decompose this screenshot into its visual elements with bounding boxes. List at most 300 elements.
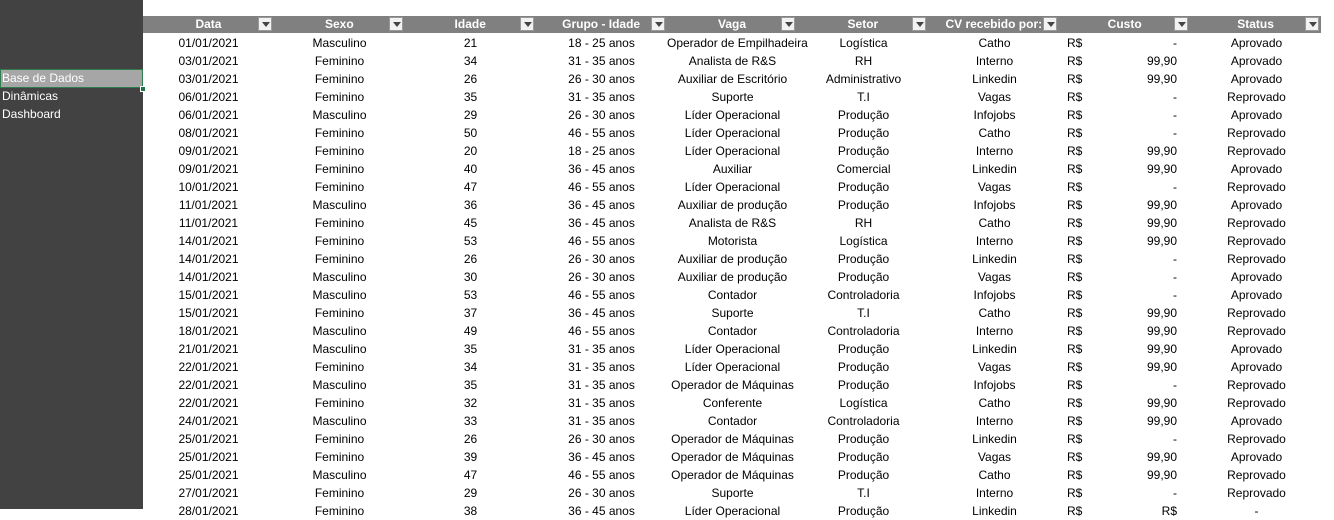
cell-status[interactable]: Reprovado bbox=[1227, 180, 1286, 194]
cell-date[interactable]: 25/01/2021 bbox=[178, 450, 239, 464]
currency-symbol: R$ bbox=[1067, 378, 1083, 392]
cell-cv-source[interactable]: Linkedin bbox=[972, 252, 1017, 266]
cell-age-group[interactable]: 26 - 30 anos bbox=[568, 252, 635, 266]
cell-job[interactable]: Líder Operacional bbox=[684, 144, 781, 158]
cell-sector[interactable]: Logística bbox=[839, 36, 888, 50]
cell-age-group[interactable]: 46 - 55 anos bbox=[568, 324, 635, 338]
cell-job[interactable]: Auxiliar de Escritório bbox=[677, 72, 788, 86]
cell-date[interactable]: 03/01/2021 bbox=[178, 72, 239, 86]
cell-age-group[interactable]: 18 - 25 anos bbox=[568, 144, 635, 158]
currency-symbol: R$ bbox=[1067, 486, 1083, 500]
cell-date[interactable]: 03/01/2021 bbox=[178, 54, 239, 68]
cell-age-group[interactable]: 31 - 35 anos bbox=[568, 90, 635, 104]
cell-sector[interactable]: Produção bbox=[837, 378, 890, 392]
cell-status[interactable]: Aprovado bbox=[1230, 198, 1283, 212]
cell-date[interactable]: 08/01/2021 bbox=[178, 126, 239, 140]
table-row bbox=[143, 142, 1334, 160]
cell-status[interactable]: Reprovado bbox=[1227, 90, 1286, 104]
cell-cost[interactable] bbox=[1060, 52, 1191, 70]
cell-cost[interactable] bbox=[1060, 178, 1191, 196]
cell-age[interactable]: 33 bbox=[463, 414, 478, 428]
cell-date[interactable]: 10/01/2021 bbox=[178, 180, 239, 194]
filter-dropdown-icon[interactable] bbox=[389, 17, 403, 31]
cell-age[interactable]: 53 bbox=[463, 234, 478, 248]
cell-sector[interactable]: Produção bbox=[837, 180, 890, 194]
cell-sector[interactable]: Produção bbox=[837, 144, 890, 158]
cell-job[interactable]: Líder Operacional bbox=[684, 108, 781, 122]
cell-cv-source[interactable]: Linkedin bbox=[972, 342, 1017, 356]
cell-cost[interactable] bbox=[1060, 430, 1191, 448]
table-row bbox=[143, 196, 1334, 214]
cell-date[interactable]: 14/01/2021 bbox=[178, 252, 239, 266]
cell-cost[interactable] bbox=[1060, 394, 1191, 412]
cell-date[interactable]: 25/01/2021 bbox=[178, 468, 239, 482]
cell-cv-source[interactable]: Interno bbox=[975, 54, 1014, 68]
cell-date[interactable]: 24/01/2021 bbox=[178, 414, 239, 428]
cell-age-group[interactable]: 26 - 30 anos bbox=[568, 432, 635, 446]
cell-job[interactable]: Auxiliar de produção bbox=[677, 270, 788, 284]
cell-job[interactable]: Líder Operacional bbox=[684, 180, 781, 194]
cell-cv-source[interactable]: Vagas bbox=[977, 180, 1012, 194]
cell-sector[interactable]: Controladoria bbox=[827, 324, 900, 338]
cell-cv-source[interactable]: Catho bbox=[978, 468, 1011, 482]
cell-sex[interactable]: Masculino bbox=[312, 270, 367, 284]
cell-cost[interactable] bbox=[1060, 160, 1191, 178]
cell-cv-source[interactable]: Linkedin bbox=[972, 504, 1017, 518]
filter-dropdown-icon[interactable] bbox=[1305, 17, 1319, 31]
cell-status[interactable]: Aprovado bbox=[1230, 414, 1283, 428]
cell-age-group[interactable]: 36 - 45 anos bbox=[568, 216, 635, 230]
header-date bbox=[143, 16, 274, 33]
cell-cost[interactable] bbox=[1060, 286, 1191, 304]
cell-age[interactable]: 47 bbox=[463, 468, 478, 482]
cell-cost[interactable] bbox=[1060, 322, 1191, 340]
cell-cost[interactable] bbox=[1060, 466, 1191, 484]
cost-value: 99,90 bbox=[1146, 468, 1177, 482]
cost-value: R$ bbox=[1161, 504, 1177, 518]
cell-status[interactable]: Reprovado bbox=[1227, 378, 1286, 392]
table-row bbox=[143, 52, 1334, 70]
cell-status[interactable]: Reprovado bbox=[1227, 126, 1286, 140]
cell-age[interactable]: 21 bbox=[463, 36, 478, 50]
cell-sex[interactable]: Feminino bbox=[314, 126, 365, 140]
cell-date[interactable]: 22/01/2021 bbox=[178, 396, 239, 410]
cell-age-group[interactable]: 46 - 55 anos bbox=[568, 468, 635, 482]
header-label: Status bbox=[1237, 17, 1274, 31]
cell-cost[interactable] bbox=[1060, 250, 1191, 268]
cell-job[interactable]: Contador bbox=[707, 324, 758, 338]
cell-age[interactable]: 32 bbox=[463, 396, 478, 410]
cell-job[interactable]: Contador bbox=[707, 288, 758, 302]
cell-cv-source[interactable]: Vagas bbox=[977, 360, 1012, 374]
cell-cv-source[interactable]: Interno bbox=[975, 324, 1014, 338]
cell-job[interactable]: Auxiliar bbox=[712, 162, 753, 176]
cell-age[interactable]: 29 bbox=[463, 486, 478, 500]
cell-status[interactable]: Reprovado bbox=[1227, 396, 1286, 410]
cell-sector[interactable]: Produção bbox=[837, 450, 890, 464]
cell-age-group[interactable]: 26 - 30 anos bbox=[568, 486, 635, 500]
cell-job[interactable]: Conferente bbox=[702, 396, 763, 410]
cell-date[interactable]: 14/01/2021 bbox=[178, 270, 239, 284]
cell-age-group[interactable]: 31 - 35 anos bbox=[568, 414, 635, 428]
sidebar-item-dashboard[interactable]: Dashboard bbox=[2, 107, 61, 121]
cost-value: 99,90 bbox=[1146, 450, 1177, 464]
cell-cv-source[interactable]: Infojobs bbox=[973, 288, 1016, 302]
cell-sector[interactable]: Produção bbox=[837, 198, 890, 212]
cell-date[interactable]: 21/01/2021 bbox=[178, 342, 239, 356]
cell-status[interactable]: Reprovado bbox=[1227, 306, 1286, 320]
cell-status[interactable]: Aprovado bbox=[1230, 360, 1283, 374]
currency-symbol: R$ bbox=[1067, 270, 1083, 284]
cell-sex[interactable]: Feminino bbox=[314, 486, 365, 500]
table-row bbox=[143, 412, 1334, 430]
cell-cost[interactable] bbox=[1060, 484, 1191, 502]
cell-cv-source[interactable]: Infojobs bbox=[973, 108, 1016, 122]
cell-job[interactable]: Suporte bbox=[711, 90, 754, 104]
cell-sex[interactable]: Masculino bbox=[312, 108, 367, 122]
cell-cost[interactable] bbox=[1060, 214, 1191, 232]
filter-dropdown-icon[interactable] bbox=[651, 17, 665, 31]
cell-job[interactable]: Líder Operacional bbox=[684, 342, 781, 356]
cell-cost[interactable] bbox=[1060, 340, 1191, 358]
cell-age[interactable]: 39 bbox=[463, 450, 478, 464]
cell-sex[interactable]: Masculino bbox=[312, 468, 367, 482]
cell-age[interactable]: 49 bbox=[463, 324, 478, 338]
cell-status[interactable]: Aprovado bbox=[1230, 342, 1283, 356]
table-row bbox=[143, 448, 1334, 466]
cell-status[interactable]: Aprovado bbox=[1230, 108, 1283, 122]
cell-date[interactable]: 22/01/2021 bbox=[178, 360, 239, 374]
cell-age-group[interactable]: 46 - 55 anos bbox=[568, 234, 635, 248]
cell-cv-source[interactable]: Infojobs bbox=[973, 198, 1016, 212]
table-row bbox=[143, 250, 1334, 268]
cell-job[interactable]: Analista de R&S bbox=[688, 54, 777, 68]
cell-job[interactable]: Operador de Máquinas bbox=[671, 378, 794, 392]
cell-sex[interactable]: Masculino bbox=[312, 36, 367, 50]
cell-cost[interactable] bbox=[1060, 376, 1191, 394]
sidebar-item-dinamicas[interactable]: Dinâmicas bbox=[2, 89, 59, 103]
cell-age[interactable]: 20 bbox=[463, 144, 478, 158]
cell-cv-source[interactable]: Interno bbox=[975, 234, 1014, 248]
cell-status[interactable]: Aprovado bbox=[1230, 270, 1283, 284]
cell-sex[interactable]: Masculino bbox=[312, 342, 367, 356]
cell-status[interactable]: Reprovado bbox=[1227, 432, 1286, 446]
cell-cost[interactable] bbox=[1060, 106, 1191, 124]
cell-cv-source[interactable]: Linkedin bbox=[972, 72, 1017, 86]
cell-sex[interactable]: Feminino bbox=[314, 252, 365, 266]
cell-age-group[interactable]: 46 - 55 anos bbox=[568, 180, 635, 194]
cell-age-group[interactable]: 31 - 35 anos bbox=[568, 342, 635, 356]
cell-age[interactable]: 35 bbox=[463, 378, 478, 392]
cell-sector[interactable]: T.I bbox=[857, 90, 870, 104]
cell-sex[interactable]: Feminino bbox=[314, 504, 365, 518]
cell-age[interactable]: 37 bbox=[463, 306, 478, 320]
currency-symbol: R$ bbox=[1067, 126, 1083, 140]
cost-value: - bbox=[1173, 378, 1177, 392]
cell-sex[interactable]: Feminino bbox=[314, 216, 365, 230]
cell-cv-source[interactable]: Linkedin bbox=[972, 162, 1017, 176]
cell-age-group[interactable]: 31 - 35 anos bbox=[568, 54, 635, 68]
cell-sex[interactable]: Masculino bbox=[312, 414, 367, 428]
header-sex bbox=[274, 16, 405, 33]
cell-job[interactable]: Líder Operacional bbox=[684, 504, 781, 518]
cell-sex[interactable]: Feminino bbox=[314, 180, 365, 194]
cell-job[interactable]: Motorista bbox=[707, 234, 758, 248]
cell-date[interactable]: 14/01/2021 bbox=[178, 234, 239, 248]
cell-cost[interactable] bbox=[1060, 358, 1191, 376]
cell-sector[interactable]: Produção bbox=[837, 432, 890, 446]
cell-sex[interactable]: Feminino bbox=[314, 396, 365, 410]
cell-job[interactable]: Suporte bbox=[711, 486, 754, 500]
table-row bbox=[143, 124, 1334, 142]
filter-dropdown-icon[interactable] bbox=[1043, 17, 1057, 31]
cell-sex[interactable]: Feminino bbox=[314, 234, 365, 248]
cell-age[interactable]: 36 bbox=[463, 198, 478, 212]
cell-status[interactable]: Reprovado bbox=[1227, 324, 1286, 338]
cell-sector[interactable]: Logística bbox=[839, 234, 888, 248]
cell-status[interactable]: Aprovado bbox=[1230, 72, 1283, 86]
cost-value: - bbox=[1173, 288, 1177, 302]
cell-job[interactable]: Operador de Máquinas bbox=[671, 432, 794, 446]
cell-cost[interactable] bbox=[1060, 268, 1191, 286]
cell-date[interactable]: 18/01/2021 bbox=[178, 324, 239, 338]
cell-sector[interactable]: Produção bbox=[837, 270, 890, 284]
cell-age-group[interactable]: 36 - 45 anos bbox=[568, 198, 635, 212]
cell-cv-source[interactable]: Linkedin bbox=[972, 432, 1017, 446]
cost-value: 99,90 bbox=[1146, 234, 1177, 248]
cell-job[interactable]: Líder Operacional bbox=[684, 126, 781, 140]
cell-cv-source[interactable]: Vagas bbox=[977, 90, 1012, 104]
table-header bbox=[143, 16, 1321, 33]
cell-sex[interactable]: Feminino bbox=[314, 360, 365, 374]
cell-cv-source[interactable]: Catho bbox=[978, 36, 1011, 50]
cell-age[interactable]: 26 bbox=[463, 252, 478, 266]
cell-sex[interactable]: Feminino bbox=[314, 72, 365, 86]
cell-age[interactable]: 35 bbox=[463, 90, 478, 104]
cell-age[interactable]: 34 bbox=[463, 54, 478, 68]
cell-job[interactable]: Analista de R&S bbox=[688, 216, 777, 230]
header-label: Custo bbox=[1107, 17, 1142, 31]
cell-age[interactable]: 38 bbox=[463, 504, 478, 518]
cell-cost[interactable] bbox=[1060, 196, 1191, 214]
cell-status[interactable]: Aprovado bbox=[1230, 36, 1283, 50]
cell-sector[interactable]: RH bbox=[854, 54, 873, 68]
cell-job[interactable]: Operador de Empilhadeira bbox=[667, 36, 808, 50]
cell-sex[interactable]: Masculino bbox=[312, 324, 367, 338]
cell-date[interactable]: 09/01/2021 bbox=[178, 162, 239, 176]
cost-value: 99,90 bbox=[1146, 198, 1177, 212]
cell-age-group[interactable]: 36 - 45 anos bbox=[568, 450, 635, 464]
cell-age[interactable]: 29 bbox=[463, 108, 478, 122]
cell-job[interactable]: Contador bbox=[707, 414, 758, 428]
cell-sex[interactable]: Feminino bbox=[314, 144, 365, 158]
cell-date[interactable]: 22/01/2021 bbox=[178, 378, 239, 392]
cost-value: 99,90 bbox=[1146, 324, 1177, 338]
cell-status[interactable]: Reprovado bbox=[1227, 234, 1286, 248]
cost-value: - bbox=[1173, 36, 1177, 50]
filter-dropdown-icon[interactable] bbox=[912, 17, 926, 31]
table-row bbox=[143, 430, 1334, 448]
cell-age[interactable]: 26 bbox=[463, 72, 478, 86]
cell-age-group[interactable]: 26 - 30 anos bbox=[568, 72, 635, 86]
cell-age-group[interactable]: 31 - 35 anos bbox=[568, 396, 635, 410]
cell-sector[interactable]: Logística bbox=[839, 396, 888, 410]
cell-age-group[interactable]: 26 - 30 anos bbox=[568, 108, 635, 122]
currency-symbol: R$ bbox=[1067, 450, 1083, 464]
cell-sector[interactable]: Produção bbox=[837, 504, 890, 518]
cell-cost[interactable] bbox=[1060, 448, 1191, 466]
cell-status[interactable]: Aprovado bbox=[1230, 288, 1283, 302]
table-row bbox=[143, 340, 1334, 358]
cell-cost[interactable] bbox=[1060, 124, 1191, 142]
cell-cv-source[interactable]: Catho bbox=[978, 396, 1011, 410]
cell-status[interactable]: Reprovado bbox=[1227, 252, 1286, 266]
cell-sector[interactable]: Produção bbox=[837, 360, 890, 374]
cell-age-group[interactable]: 46 - 55 anos bbox=[568, 126, 635, 140]
cell-date[interactable]: 27/01/2021 bbox=[178, 486, 239, 500]
cell-cv-source[interactable]: Vagas bbox=[977, 450, 1012, 464]
cell-age-group[interactable]: 36 - 45 anos bbox=[568, 306, 635, 320]
cell-age[interactable]: 45 bbox=[463, 216, 478, 230]
cell-sex[interactable]: Masculino bbox=[312, 288, 367, 302]
cell-sector[interactable]: T.I bbox=[857, 486, 870, 500]
cell-sector[interactable]: Produção bbox=[837, 126, 890, 140]
cell-sector[interactable]: Administrativo bbox=[825, 72, 902, 86]
cell-sex[interactable]: Feminino bbox=[314, 432, 365, 446]
cell-sector[interactable]: Controladoria bbox=[827, 414, 900, 428]
table-row bbox=[143, 322, 1334, 340]
cell-sector[interactable]: Produção bbox=[837, 252, 890, 266]
cell-date[interactable]: 15/01/2021 bbox=[178, 306, 239, 320]
cell-date[interactable]: 06/01/2021 bbox=[178, 90, 239, 104]
cell-job[interactable]: Suporte bbox=[711, 306, 754, 320]
cell-job[interactable]: Líder Operacional bbox=[684, 360, 781, 374]
cell-sector[interactable]: Produção bbox=[837, 468, 890, 482]
cell-age-group[interactable]: 31 - 35 anos bbox=[568, 360, 635, 374]
cell-cv-source[interactable]: Interno bbox=[975, 486, 1014, 500]
currency-symbol: R$ bbox=[1067, 360, 1083, 374]
cell-age[interactable]: 26 bbox=[463, 432, 478, 446]
table-body bbox=[143, 34, 1334, 520]
cell-cost[interactable] bbox=[1060, 34, 1191, 52]
cell-cost[interactable] bbox=[1060, 70, 1191, 88]
cell-sector[interactable]: Produção bbox=[837, 108, 890, 122]
cell-sector[interactable]: T.I bbox=[857, 306, 870, 320]
cell-cost[interactable] bbox=[1060, 88, 1191, 106]
filter-dropdown-icon[interactable] bbox=[258, 17, 272, 31]
cost-value: 99,90 bbox=[1146, 216, 1177, 230]
filter-dropdown-icon[interactable] bbox=[1174, 17, 1188, 31]
cell-cv-source[interactable]: Vagas bbox=[977, 270, 1012, 284]
cell-status[interactable]: Aprovado bbox=[1230, 54, 1283, 68]
cell-cost[interactable] bbox=[1060, 232, 1191, 250]
cell-status[interactable]: Reprovado bbox=[1227, 486, 1286, 500]
cell-cv-source[interactable]: Interno bbox=[975, 144, 1014, 158]
cell-status[interactable]: Aprovado bbox=[1230, 450, 1283, 464]
table-row bbox=[143, 178, 1334, 196]
cell-age[interactable]: 47 bbox=[463, 180, 478, 194]
cell-job[interactable]: Auxiliar de produção bbox=[677, 252, 788, 266]
cell-sex[interactable]: Feminino bbox=[314, 450, 365, 464]
sidebar-item-base-de-dados[interactable]: Base de Dados bbox=[1, 70, 142, 87]
cell-status[interactable]: Reprovado bbox=[1227, 144, 1286, 158]
cell-age-group[interactable]: 46 - 55 anos bbox=[568, 288, 635, 302]
cell-cv-source[interactable]: Catho bbox=[978, 216, 1011, 230]
cell-age-group[interactable]: 36 - 45 anos bbox=[568, 504, 635, 518]
cell-age[interactable]: 50 bbox=[463, 126, 478, 140]
cell-date[interactable]: 09/01/2021 bbox=[178, 144, 239, 158]
cell-cost[interactable] bbox=[1060, 142, 1191, 160]
cell-cv-source[interactable]: Interno bbox=[975, 414, 1014, 428]
cell-sex[interactable]: Feminino bbox=[314, 306, 365, 320]
table-row bbox=[143, 466, 1334, 484]
cell-date[interactable]: 06/01/2021 bbox=[178, 108, 239, 122]
header-label: Sexo bbox=[324, 17, 354, 31]
cell-date[interactable]: 11/01/2021 bbox=[178, 198, 239, 212]
cell-cost[interactable] bbox=[1060, 502, 1191, 520]
cost-value: 99,90 bbox=[1146, 360, 1177, 374]
filter-dropdown-icon[interactable] bbox=[520, 17, 534, 31]
table-row bbox=[143, 160, 1334, 178]
cell-cost[interactable] bbox=[1060, 304, 1191, 322]
cell-status[interactable]: Reprovado bbox=[1227, 468, 1286, 482]
cell-sector[interactable]: Produção bbox=[837, 342, 890, 356]
cell-age-group[interactable]: 26 - 30 anos bbox=[568, 270, 635, 284]
cell-date[interactable]: 25/01/2021 bbox=[178, 432, 239, 446]
cell-sector[interactable]: Controladoria bbox=[827, 288, 900, 302]
cell-job[interactable]: Operador de Máquinas bbox=[671, 468, 794, 482]
cell-sex[interactable]: Masculino bbox=[312, 378, 367, 392]
cell-age[interactable]: 34 bbox=[463, 360, 478, 374]
cell-age-group[interactable]: 31 - 35 anos bbox=[568, 378, 635, 392]
cell-job[interactable]: Operador de Máquinas bbox=[671, 450, 794, 464]
cell-age[interactable]: 53 bbox=[463, 288, 478, 302]
cell-date[interactable]: 15/01/2021 bbox=[178, 288, 239, 302]
cell-cv-source[interactable]: Catho bbox=[978, 306, 1011, 320]
filter-dropdown-icon[interactable] bbox=[781, 17, 795, 31]
currency-symbol: R$ bbox=[1067, 504, 1083, 518]
sidebar bbox=[0, 0, 143, 509]
currency-symbol: R$ bbox=[1067, 288, 1083, 302]
cell-date[interactable]: 11/01/2021 bbox=[178, 216, 239, 230]
cell-date[interactable]: 01/01/2021 bbox=[178, 36, 239, 50]
cell-cv-source[interactable]: Infojobs bbox=[973, 378, 1016, 392]
cell-age-group[interactable]: 18 - 25 anos bbox=[568, 36, 635, 50]
cell-sex[interactable]: Feminino bbox=[314, 162, 365, 176]
cell-age[interactable]: 35 bbox=[463, 342, 478, 356]
cell-sector[interactable]: Comercial bbox=[836, 162, 891, 176]
cell-sex[interactable]: Feminino bbox=[314, 90, 365, 104]
cell-status[interactable]: Aprovado bbox=[1230, 162, 1283, 176]
header-status bbox=[1190, 16, 1321, 33]
cell-age[interactable]: 40 bbox=[463, 162, 478, 176]
cell-cost[interactable] bbox=[1060, 412, 1191, 430]
header-label: Setor bbox=[847, 17, 879, 31]
table-row bbox=[143, 286, 1334, 304]
currency-symbol: R$ bbox=[1067, 216, 1083, 230]
cell-sector[interactable]: RH bbox=[854, 216, 873, 230]
cell-status[interactable]: Reprovado bbox=[1227, 216, 1286, 230]
cell-age[interactable]: 30 bbox=[463, 270, 478, 284]
cell-sex[interactable]: Feminino bbox=[314, 54, 365, 68]
cell-age-group[interactable]: 36 - 45 anos bbox=[568, 162, 635, 176]
cell-date[interactable]: 28/01/2021 bbox=[178, 504, 239, 518]
cell-cv-source[interactable]: Catho bbox=[978, 126, 1011, 140]
cost-value: - bbox=[1173, 126, 1177, 140]
cell-job[interactable]: Auxiliar de produção bbox=[677, 198, 788, 212]
cell-status[interactable]: - bbox=[1254, 504, 1259, 518]
cell-sex[interactable]: Masculino bbox=[312, 198, 367, 212]
